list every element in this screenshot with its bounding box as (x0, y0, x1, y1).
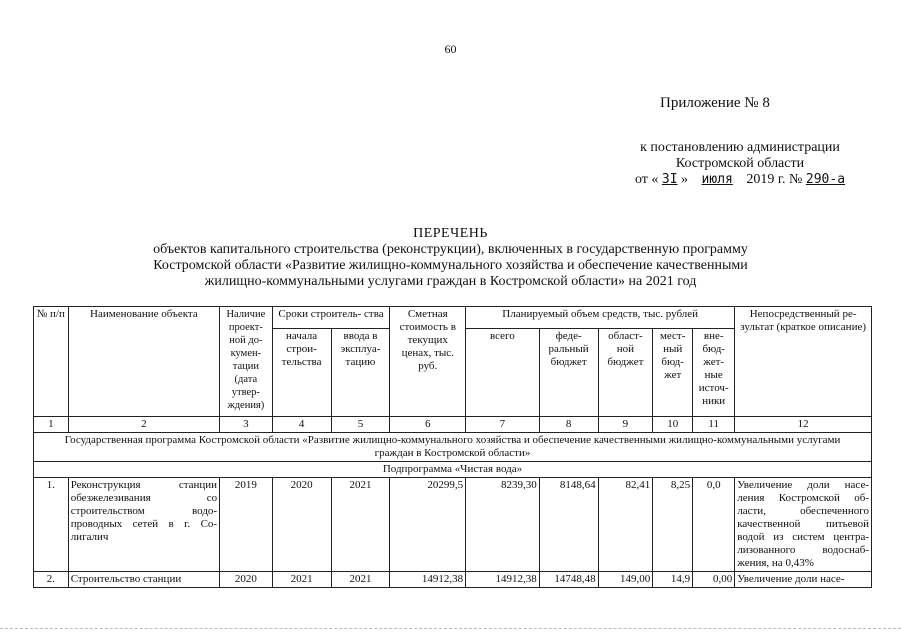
row-total: 8239,30 (466, 478, 540, 572)
resolution-number: 290-а (805, 172, 846, 187)
header-cost: Сметная стоимость в текущих ценах, тыс. руб. (390, 307, 466, 417)
header-total: всего (466, 329, 540, 417)
row-extra: 0,0 (693, 478, 735, 572)
row-name: Строительство станции (68, 572, 219, 588)
date-month: июля (701, 172, 733, 187)
row-local: 8,25 (653, 478, 693, 572)
row-extra: 0,00 (693, 572, 735, 588)
col-number: 6 (390, 417, 466, 433)
row-commission: 2021 (331, 478, 390, 572)
date-year: 2019 г. № (746, 172, 803, 187)
document-subtitle-1: объектов капитального строительства (реконструкции), включенных в государственную программу (153, 242, 748, 257)
header-regional: област- ной бюджет (598, 329, 653, 417)
col-number: 9 (598, 417, 653, 433)
header-start: начала строи- тельства (272, 329, 331, 417)
row-num: 1. (34, 478, 69, 572)
col-number: 1 (34, 417, 69, 433)
row-start: 2020 (272, 478, 331, 572)
header-extra: вне- бюд- жет- ные источ- ники (693, 329, 735, 417)
row-result: Увеличение доли насе- ления Костромской об- ласти, обеспеченного качественной питьевой водой из систем центра- лизованного водоснаб- жения, на 0,43% (735, 478, 872, 572)
col-number: 12 (735, 417, 872, 433)
header-name: Наименование объекта (68, 307, 219, 417)
col-number: 10 (653, 417, 693, 433)
date-prefix: от « (634, 172, 659, 187)
col-number: 2 (68, 417, 219, 433)
col-number: 8 (539, 417, 598, 433)
row-total: 14912,38 (466, 572, 540, 588)
header-docs: Наличие проект- ной до- кумен- тации (дата утвер- ждения) (220, 307, 273, 417)
row-cost: 14912,38 (390, 572, 466, 588)
program-title: Государственная программа Костромской области «Развитие жилищно-коммунального хозяйства и обеспечение качественными жилищно-коммунальными услугами граждан в Костромской области» (34, 433, 872, 462)
document-subtitle-2: Костромской области «Развитие жилищно-коммунального хозяйства и обеспечение качественными (153, 258, 748, 273)
row-regional: 82,41 (598, 478, 653, 572)
col-number: 4 (272, 417, 331, 433)
header-num: № п/п (34, 307, 69, 417)
row-federal: 14748,48 (539, 572, 598, 588)
page-bottom-divider (0, 628, 901, 629)
date-day: 3I (661, 172, 678, 187)
row-commission: 2021 (331, 572, 390, 588)
row-docs: 2020 (220, 572, 273, 588)
date-mid: » (681, 172, 689, 187)
annex-title: Приложение № 8 (660, 95, 770, 111)
header-result: Непосредственный ре- зультат (краткое описание) (735, 307, 872, 417)
col-number: 11 (693, 417, 735, 433)
row-local: 14,9 (653, 572, 693, 588)
resolution-date-line (590, 172, 890, 188)
row-regional: 149,00 (598, 572, 653, 588)
header-planned: Планируемый объем средств, тыс. рублей (466, 307, 735, 329)
document-title: ПЕРЕЧЕНЬ (413, 226, 488, 241)
col-number: 7 (466, 417, 540, 433)
resolution-line-1: к постановлению администрации (640, 140, 840, 155)
row-num: 2. (34, 572, 69, 588)
table-row (34, 572, 872, 588)
header-terms: Сроки строитель- ства (272, 307, 390, 329)
row-result: Увеличение доли насе- (735, 572, 872, 588)
header-federal: феде- ральный бюджет (539, 329, 598, 417)
row-start: 2021 (272, 572, 331, 588)
row-name: Реконструкция станции обезжелезивания со строительством водо- проводных сетей в г. Со- лигалич (68, 478, 219, 572)
document-subtitle-3: жилищно-коммунальными услугами граждан в Костромской области» на 2021 год (204, 274, 697, 289)
objects-table (33, 306, 872, 588)
resolution-line-2: Костромской области (675, 156, 805, 171)
row-docs: 2019 (220, 478, 273, 572)
page-number: 60 (444, 42, 457, 56)
header-local: мест- ный бюд- жет (653, 329, 693, 417)
col-number: 5 (331, 417, 390, 433)
table-row (34, 478, 872, 572)
col-number: 3 (220, 417, 273, 433)
row-federal: 8148,64 (539, 478, 598, 572)
column-numbers-row (34, 417, 872, 433)
header-commission: ввода в эксплуа- тацию (331, 329, 390, 417)
subprogram-title: Подпрограмма «Чистая вода» (34, 462, 872, 478)
row-cost: 20299,5 (390, 478, 466, 572)
